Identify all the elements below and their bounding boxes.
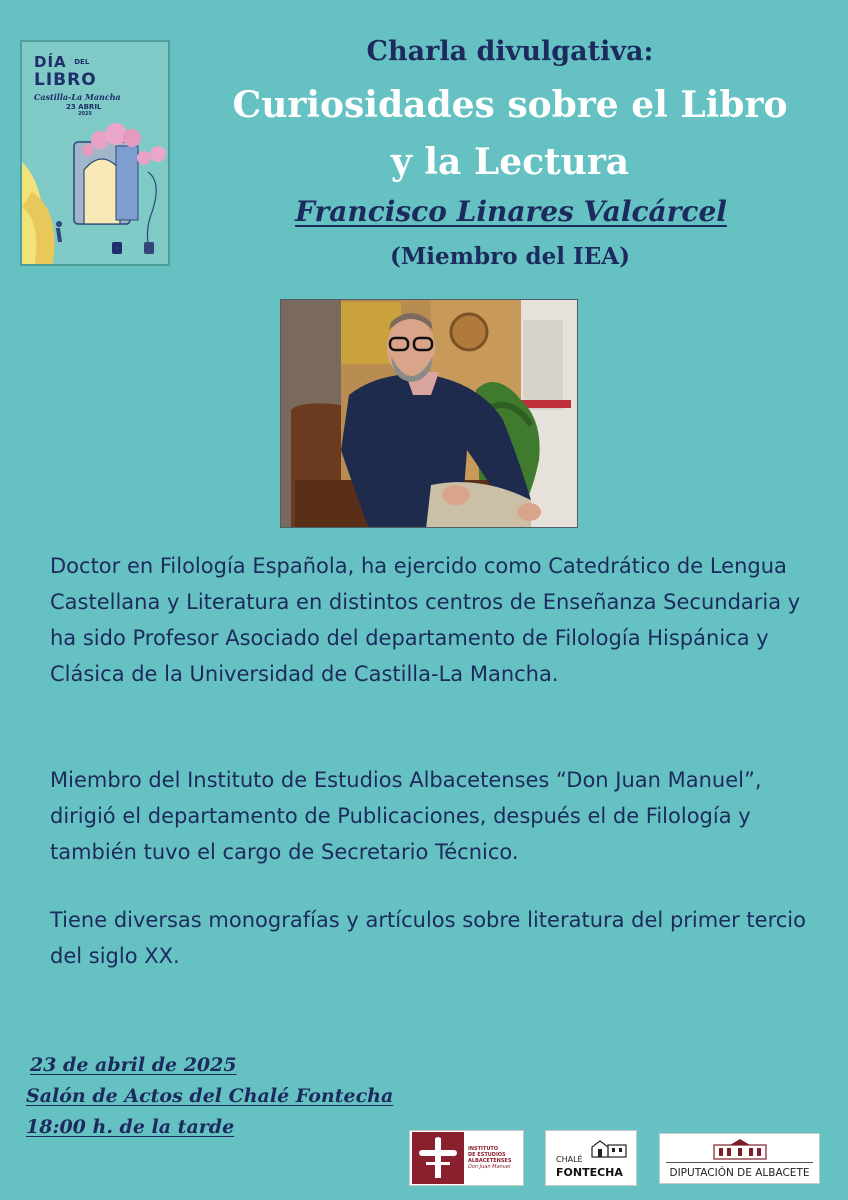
diputacion-building-icon	[710, 1137, 770, 1161]
bio-paragraph-1: Doctor en Filología Española, ha ejercido como Catedrático de Lengua Castellana y Literatura en distintos centros de Enseñanza Secundaria y ha sido Profesor Asociado del departamento de Filología Hispánica y Clásica de la Universidad de Castilla-La Mancha.	[50, 554, 801, 686]
chale-fontecha-logo	[545, 1130, 637, 1186]
iea-name-2: DE ESTUDIOS	[468, 1152, 506, 1158]
chale-big-label: FONTECHA	[556, 1166, 623, 1179]
iea-name-3: ALBACETENSES	[468, 1158, 512, 1164]
bio-paragraph-3: Tiene diversas monografías y artículos sobre literatura del primer tercio del siglo XX.	[50, 908, 806, 968]
talk-title-line-2: y la Lectura	[390, 141, 630, 183]
poster-title	[34, 54, 160, 117]
poster-date: 23 ABRIL	[66, 103, 102, 111]
talk-title-line-1: Curiosidades sobre el Libro	[232, 84, 788, 126]
diputacion-label: DIPUTACIÓN DE ALBACETE	[669, 1167, 810, 1179]
speaker-photo-illustration	[281, 300, 578, 528]
event-time: 18:00 h. de la tarde	[26, 1116, 235, 1138]
speaker-photo	[280, 299, 578, 528]
chale-small-label: CHALÉ	[556, 1155, 583, 1164]
poster-logos	[106, 242, 160, 256]
iea-logo	[409, 1130, 524, 1186]
poster-dia: DÍA	[34, 53, 67, 71]
talk-kicker: Charla divulgativa:	[366, 36, 654, 67]
dia-del-libro-poster	[20, 40, 170, 266]
poster-logo-right	[138, 242, 160, 256]
speaker-name: Francisco Linares Valcárcel	[295, 195, 727, 228]
poster-libro: LIBRO	[34, 70, 97, 90]
iea-crest-icon	[412, 1132, 464, 1184]
poster-year: 2025	[78, 111, 92, 117]
event-date: 23 de abril de 2025	[30, 1054, 237, 1076]
diputacion-albacete-logo	[659, 1133, 820, 1184]
chale-building-icon	[590, 1137, 630, 1159]
poster-del: DEL	[74, 58, 90, 66]
bio-paragraph-2: Miembro del Instituto de Estudios Albacetenses “Don Juan Manuel”, dirigió el departamento de Publicaciones, después el de Filología y también tuvo el cargo de Secretario Técnico.	[50, 768, 762, 864]
poster-region: Castilla-La Mancha	[34, 92, 121, 102]
speaker-affiliation: (Miembro del IEA)	[389, 243, 631, 270]
iea-sub: Don Juan Manuel	[468, 1164, 511, 1170]
event-place: Salón de Actos del Chalé Fontecha	[26, 1085, 394, 1107]
iea-text	[468, 1146, 511, 1170]
poster-logo-left	[106, 242, 128, 256]
iea-name-1: INSTITUTO	[468, 1146, 499, 1152]
